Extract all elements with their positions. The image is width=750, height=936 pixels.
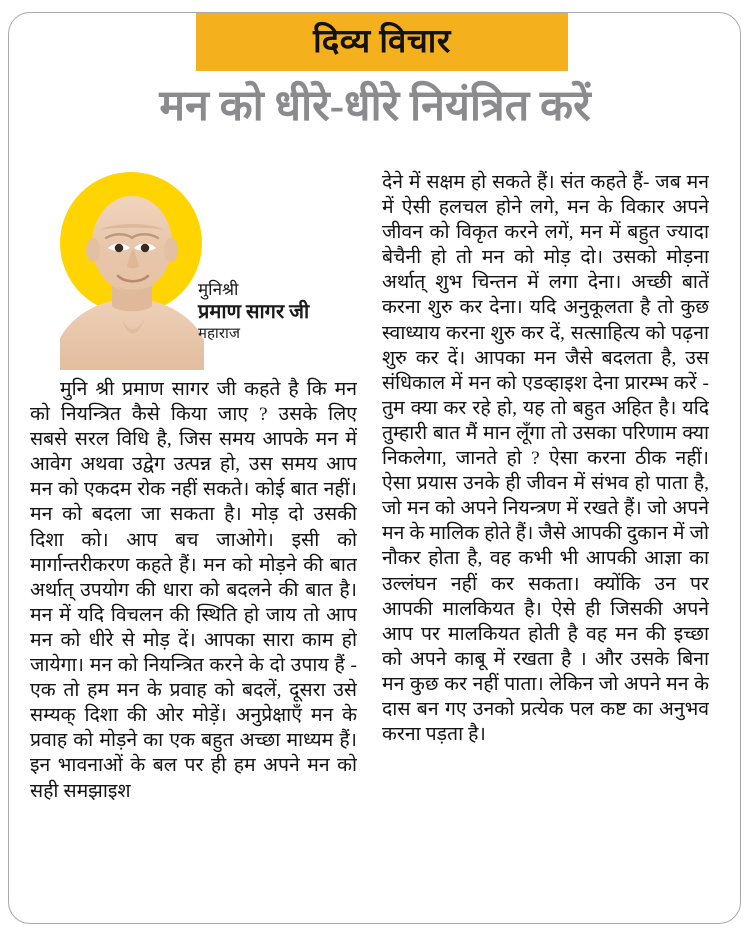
article-paragraph-right: देने में सक्षम हो सकते हैं। संत कहते हैं- जब मन में ऐसी हलचल होने लगे, मन के विकार अपने जीवन को विकृत करने लगें, मन में बहुत ज्यादा बेचैनी हो तो मन को मोड़ दो। उसको मोड़ना अर्थात् शुभ चिन्तन में लगा देना। अच्छी बातें करना शुरु कर देना। यदि अनुकूलता है तो कुछ स्वाध्याय करना शुरु कर दें, सत्साहित्य को पढ़ना शुरु कर दें। आपका मन जैसे बदलता है, उस संधिकाल में मन को एडव्हाइश देना प्रारम्भ करें - तुम क्या कर रहे हो, यह तो बहुत अहित है। यदि तुम्हारी बात मैं मान लूँगा तो उसका परिणाम क्या निकलेगा, जानते हो ? ऐसा करना ठीक नहीं। ऐसा प्रयास उनके ही जीवन में संभव हो पाता है, जो मन को अपने नियन्त्रण में रखते हैं। जो अपने मन के मालिक होते हैं। जैसे आपकी दुकान में जो नौकर होता है, वह कभी भी आपकी आज्ञा का उल्लंघन नहीं कर सकता। क्योंकि उन पर आपकी मालकियत है। ऐसे ही जिसकी अपने आप पर मालकियत होती है वह मन की इच्छा को अपने काबू में रखता है । और उसके बिना मन कुछ कर नहीं पाता। लेकिन जो अपने मन के दास बन गए उनको प्रत्येक पल कष्ट का अनुभव करना पड़ता है। <box>382 172 709 746</box>
article-column-right <box>382 170 709 918</box>
section-banner <box>196 13 568 71</box>
monk-portrait-icon <box>52 170 212 370</box>
article-paragraph-left: मुनि श्री प्रमाण सागर जी कहते है कि मन को नियन्त्रित कैसे किया जाए ? उसके लिए सबसे सरल विधि है, जिस समय आपके मन में आवेग अथवा उद्वेग उत्पन्न हो, उस समय आप मन को एकदम रोक नहीं सकते। कोई बात नहीं। मन को बदला जा सकता है। मोड़ दो उसकी दिशा को। आप बच जाओगे। इसी को मार्गान्तरीकरण कहते हैं। मन को मोड़ने की बात अर्थात् उपयोग की धारा को बदलने की बात है। मन में यदि विचलन की स्थिति हो जाय तो आप मन को धीरे से मोड़ दें। आपका सारा काम हो जायेगा। मन को नियन्त्रित करने के दो उपाय हैं - एक तो हम मन के प्रवाह को बदलें, दूसरा उसे सम्यक् दिशा की ओर मोड़ें। अनुप्रेक्षाएँ मन के प्रवाह को मोड़ने का एक बहुत अच्छा माध्यम हैं। इन भावनाओं के बल पर ही हम अपने मन को सही समझाइश <box>30 379 357 802</box>
portrait-photo <box>52 170 212 370</box>
portrait-block <box>30 170 357 375</box>
article-body <box>30 170 720 918</box>
banner-title: दिव्य विचार <box>313 23 451 60</box>
caption-name: प्रमाण सागर जी <box>198 301 310 324</box>
caption-suffix: महाराज <box>198 325 240 342</box>
article-headline: मन को धीरे-धीरे नियंत्रित करें <box>159 83 591 130</box>
portrait-caption <box>198 280 357 343</box>
article-column-left <box>30 170 357 918</box>
caption-prefix: मुनिश्री <box>198 280 239 299</box>
